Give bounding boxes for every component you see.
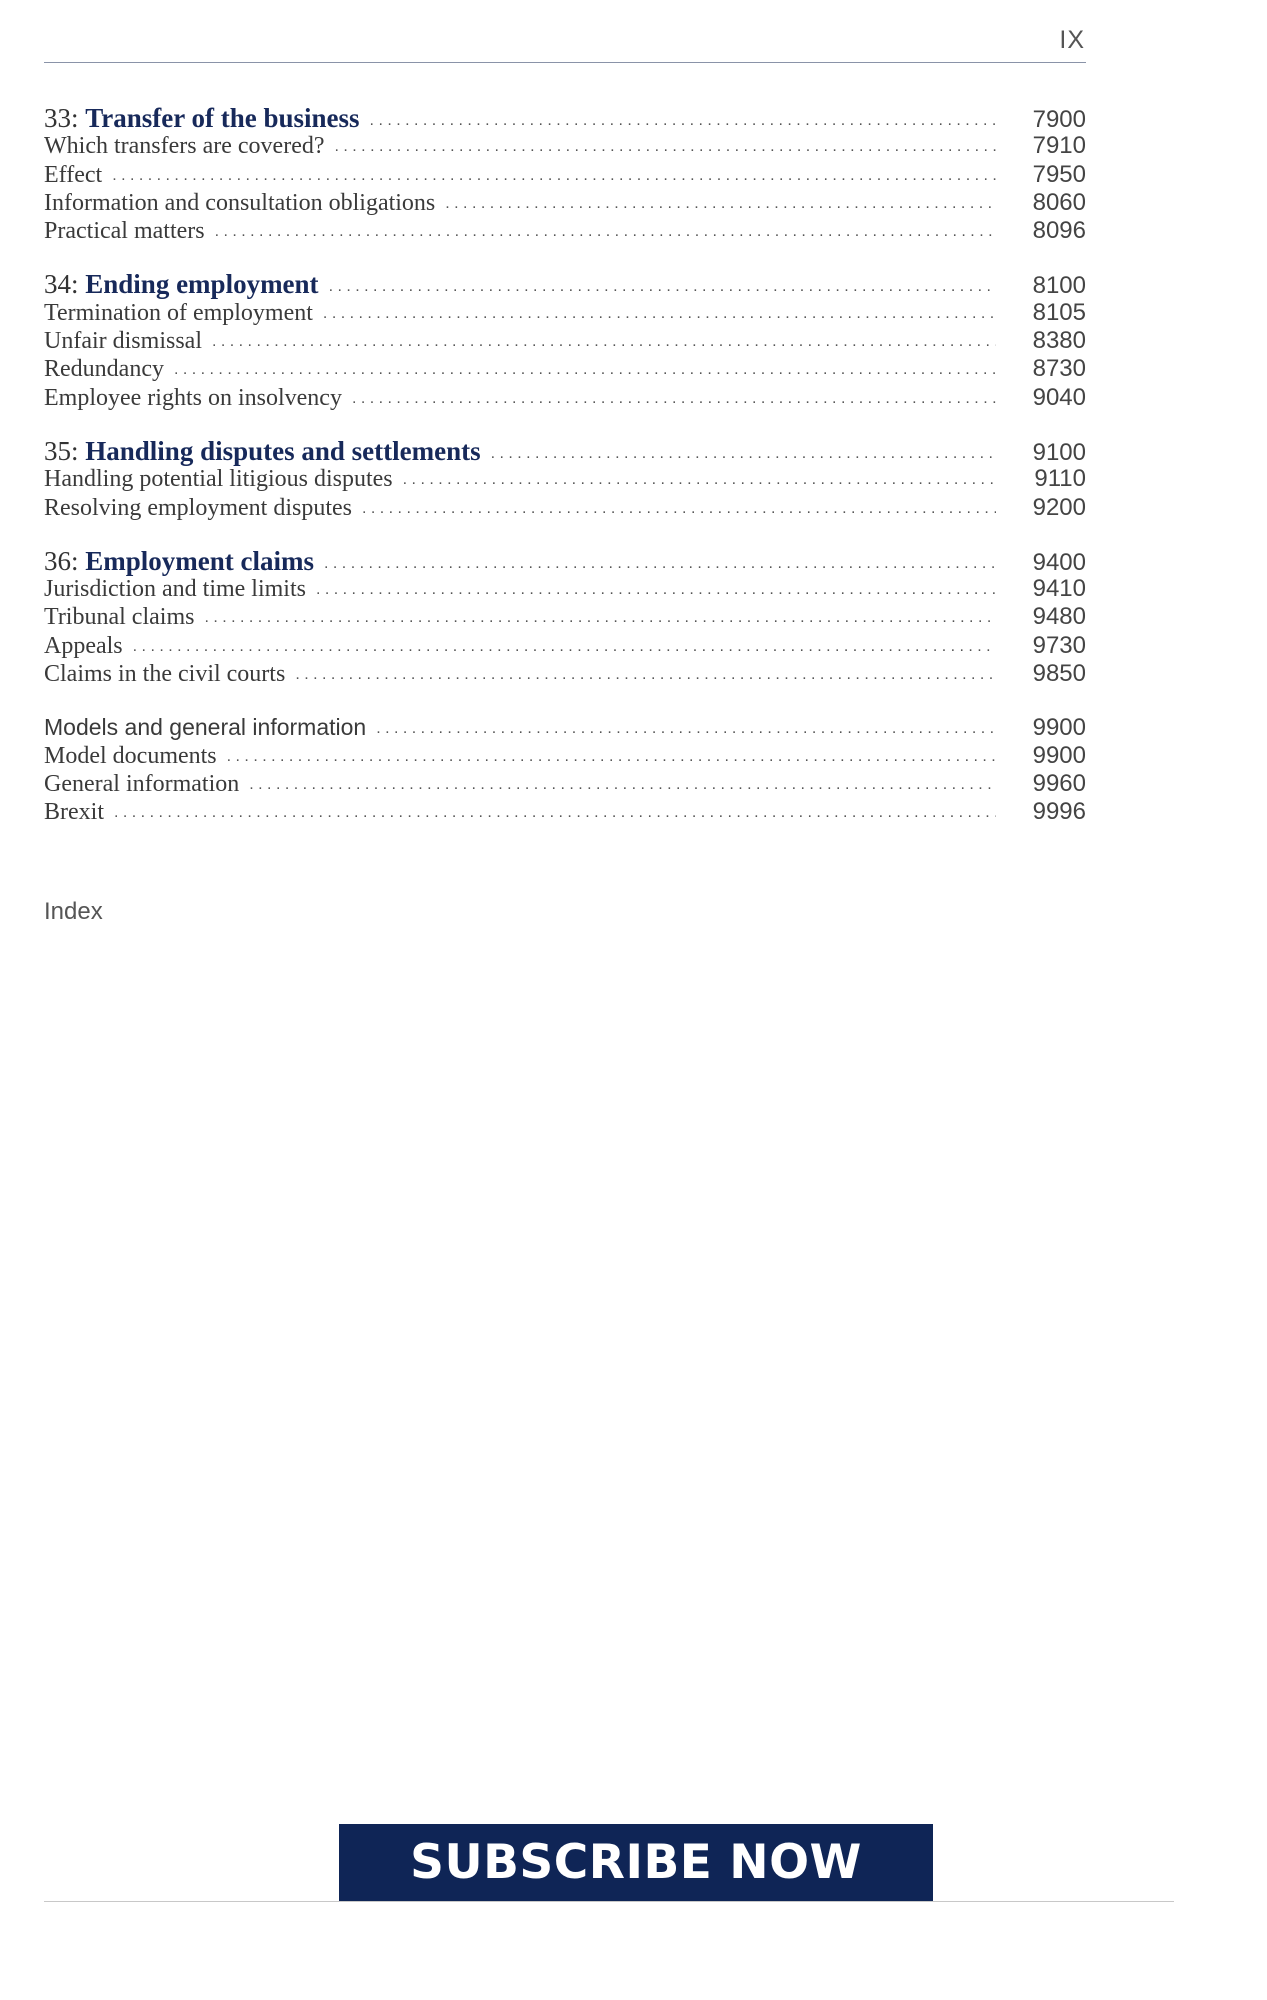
leader-dots [249,771,996,799]
page-ref: 9850 [1032,660,1086,688]
leader-dots [114,799,996,827]
entry-label: General information [44,770,240,797]
header-divider [44,62,1086,63]
leader-dots [227,743,996,771]
leader-dots [112,162,996,190]
toc-models-section [44,713,1086,826]
chapter-title: Employment claims [85,545,315,576]
toc-entry[interactable] [44,465,1086,493]
models-title: Models and general information [44,714,367,741]
page-ref: 9900 [1032,714,1086,742]
chapter-number: 35: [44,435,79,466]
chapter-title: Transfer of the business [85,103,360,133]
page-ref: 9960 [1032,769,1086,797]
page-ref: 9410 [1032,575,1086,603]
entry-label: Appeals [44,632,123,659]
page-ref: 9730 [1032,631,1086,659]
page-ref: 9900 [1032,741,1086,769]
toc-entry[interactable] [44,189,1086,217]
page-ref: 8730 [1032,355,1086,383]
toc-entry[interactable] [44,575,1086,603]
entry-label: Jurisdiction and time limits [44,576,306,603]
leader-dots [335,133,997,161]
page-number: IX [1059,26,1085,54]
toc-chapter-36 [44,547,1086,688]
page-ref: 8380 [1032,327,1086,355]
entry-label: Claims in the civil courts [44,661,286,688]
toc-chapter-heading[interactable] [44,547,1086,575]
toc-chapter-34 [44,270,1086,411]
entry-label: Brexit [44,799,104,826]
entry-label: Effect [44,161,103,188]
chapter-heading-label [44,547,324,575]
table-of-contents [44,104,1086,852]
page-ref: 9100 [1032,438,1086,466]
page-ref: 9110 [1034,465,1086,493]
toc-entry[interactable] [44,632,1086,660]
page-ref: 8100 [1032,272,1086,300]
toc-entry[interactable] [44,355,1086,383]
leader-dots [133,633,996,661]
toc-chapter-35 [44,437,1086,522]
toc-entry[interactable] [44,299,1086,327]
leader-dots [362,495,996,523]
leader-dots [376,715,996,743]
toc-entry[interactable] [44,217,1086,245]
entry-label: Which transfers are covered? [44,133,325,160]
page-ref: 8096 [1032,217,1086,245]
toc-entry[interactable] [44,132,1086,160]
subscribe-now-button[interactable]: SUBSCRIBE NOW [339,1824,933,1901]
leader-dots [403,466,996,494]
page-ref: 7950 [1032,160,1086,188]
toc-chapter-33 [44,104,1086,245]
footer-divider [44,1901,1174,1902]
toc-entry[interactable] [44,798,1086,826]
toc-chapter-heading[interactable] [44,437,1086,465]
leader-dots [295,661,996,689]
entry-label: Redundancy [44,356,164,383]
toc-chapter-heading[interactable] [44,270,1086,298]
page-ref: 9400 [1032,548,1086,576]
entry-label: Handling potential litigious disputes [44,466,393,493]
chapter-title: Ending employment [85,269,319,300]
entry-label: Information and consultation obligations [44,189,436,216]
chapter-number: 36: [44,545,79,576]
leader-dots [329,273,996,301]
entry-label: Tribunal claims [44,604,195,631]
page-ref: 7910 [1032,132,1086,160]
chapter-number: 33: [44,103,79,133]
page-ref: 8105 [1032,298,1086,326]
page-ref: 9200 [1032,493,1086,521]
entry-label: Resolving employment disputes [44,494,352,521]
leader-dots [204,604,996,632]
page-ref: 9040 [1032,383,1086,411]
chapter-number: 34: [44,269,79,300]
page-ref: 8060 [1032,188,1086,216]
entry-label: Employee rights on insolvency [44,384,342,411]
toc-entry[interactable] [44,742,1086,770]
leader-dots [370,107,996,135]
leader-dots [174,356,996,384]
leader-dots [324,550,996,578]
page-ref: 7900 [1032,106,1086,133]
leader-dots [352,385,996,413]
page-ref: 9996 [1032,798,1086,826]
leader-dots [212,328,996,356]
toc-entry[interactable] [44,494,1086,522]
leader-dots [316,576,996,604]
toc-entry[interactable] [44,327,1086,355]
toc-entry[interactable] [44,161,1086,189]
leader-dots [215,218,996,246]
chapter-heading-label [44,270,329,298]
leader-dots [323,300,996,328]
chapter-title: Handling disputes and settlements [85,435,481,466]
toc-chapter-heading[interactable] [44,104,1086,132]
toc-entry[interactable] [44,660,1086,688]
leader-dots [445,190,996,218]
entry-label: Practical matters [44,218,205,245]
page-ref: 9480 [1032,603,1086,631]
toc-index-link[interactable]: Index [44,898,103,925]
entry-label: Model documents [44,742,217,769]
chapter-heading-label [44,437,491,465]
toc-entry[interactable] [44,603,1086,631]
chapter-heading-label [44,104,370,132]
toc-entry[interactable] [44,770,1086,798]
toc-models-heading[interactable] [44,713,1086,741]
entry-label: Termination of employment [44,299,313,326]
entry-label: Unfair dismissal [44,328,202,355]
toc-entry[interactable] [44,384,1086,412]
leader-dots [491,440,996,468]
